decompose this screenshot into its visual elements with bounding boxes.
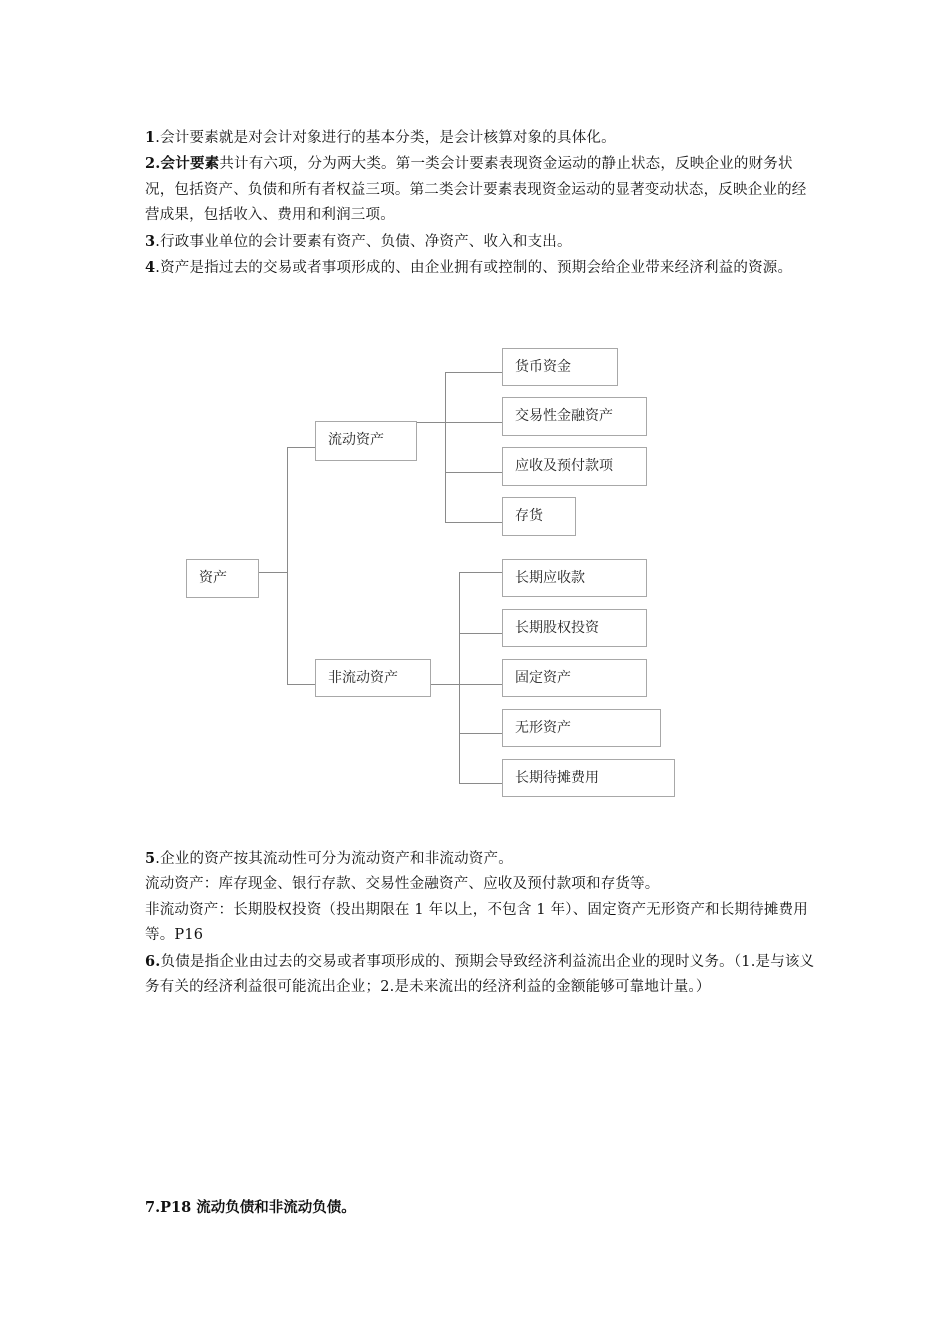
connector-current-spine bbox=[445, 372, 446, 522]
connector-noncurrent-spine bbox=[459, 572, 460, 783]
connector-noncurrent-child-1 bbox=[459, 572, 502, 573]
paragraph-3: 3.行政事业单位的会计要素有资产、负债、净资产、收入和支出。 bbox=[145, 232, 572, 250]
node-intangible-assets: 无形资产 bbox=[502, 709, 661, 747]
node-trading-financial-assets: 交易性金融资产 bbox=[502, 397, 647, 436]
connector-noncurrent-child-4 bbox=[459, 733, 502, 734]
connector-current-child-3 bbox=[445, 472, 502, 473]
node-inventory: 存货 bbox=[502, 497, 576, 536]
node-long-term-receivables: 长期应收款 bbox=[502, 559, 647, 597]
node-long-term-equity-investment: 长期股权投资 bbox=[502, 609, 647, 647]
paragraph-5: 5.企业的资产按其流动性可分为流动资产和非流动资产。 bbox=[145, 850, 513, 867]
paragraph-6: 6.负债是指企业由过去的交易或者事项形成的、预期会导致经济利益流出企业的现时义务。（1.是与该义务有关的经济利益很可能流出企业；2.是未来流出的经济利益的金额能够可靠地计量。） bbox=[145, 952, 815, 996]
connector-noncurrent-child-2 bbox=[459, 633, 502, 634]
connector-current-child-2 bbox=[445, 422, 502, 423]
connector-noncurrent-out bbox=[430, 684, 460, 685]
paragraph-2: 2.会计要素共计有六项，分为两大类。第一类会计要素表现资金运动的静止状态，反映企业的财务状况，包括资产、负债和所有者权益三项。第二类会计要素表现资金运动的显著变动状态，反映企业的经营成果，包括收入、费用和利润三项。 bbox=[145, 155, 807, 224]
definitions-block-1 bbox=[145, 125, 817, 281]
connector-to-noncurrent bbox=[287, 684, 316, 685]
connector-current-child-1 bbox=[445, 372, 502, 373]
connector-to-current bbox=[287, 447, 316, 448]
paragraph-1: 1.会计要素就是对会计对象进行的基本分类，是会计核算对象的具体化。 bbox=[145, 129, 616, 146]
node-current-assets: 流动资产 bbox=[315, 421, 417, 461]
paragraph-current-assets: 流动资产：库存现金、银行存款、交易性金融资产、应收及预付款项和存货等。 bbox=[145, 876, 660, 893]
node-assets: 资产 bbox=[186, 559, 259, 598]
connector-noncurrent-child-5 bbox=[459, 783, 502, 784]
paragraph-noncurrent-assets: 非流动资产：长期股权投资（投出期限在 1 年以上，不包含 1 年）、固定资产无形资产和长期待摊费用等。P16 bbox=[145, 901, 808, 944]
node-receivables-prepayments: 应收及预付款项 bbox=[502, 447, 647, 486]
connector-root-out bbox=[258, 572, 287, 573]
connector-root-spine bbox=[287, 447, 288, 684]
definitions-block-2 bbox=[145, 846, 817, 1000]
connector-current-out bbox=[416, 422, 446, 423]
node-monetary-funds: 货币资金 bbox=[502, 348, 618, 386]
node-fixed-assets: 固定资产 bbox=[502, 659, 647, 697]
node-noncurrent-assets: 非流动资产 bbox=[315, 659, 431, 697]
connector-noncurrent-child-3 bbox=[459, 684, 502, 685]
section-heading-7: 7.P18 流动负债和非流动负债。 bbox=[145, 1199, 356, 1216]
paragraph-4: 4.资产是指过去的交易或者事项形成的、由企业拥有或控制的、预期会给企业带来经济利益的资源。 bbox=[145, 259, 793, 277]
connector-current-child-4 bbox=[445, 522, 502, 523]
node-long-term-prepaid-expenses: 长期待摊费用 bbox=[502, 759, 675, 797]
